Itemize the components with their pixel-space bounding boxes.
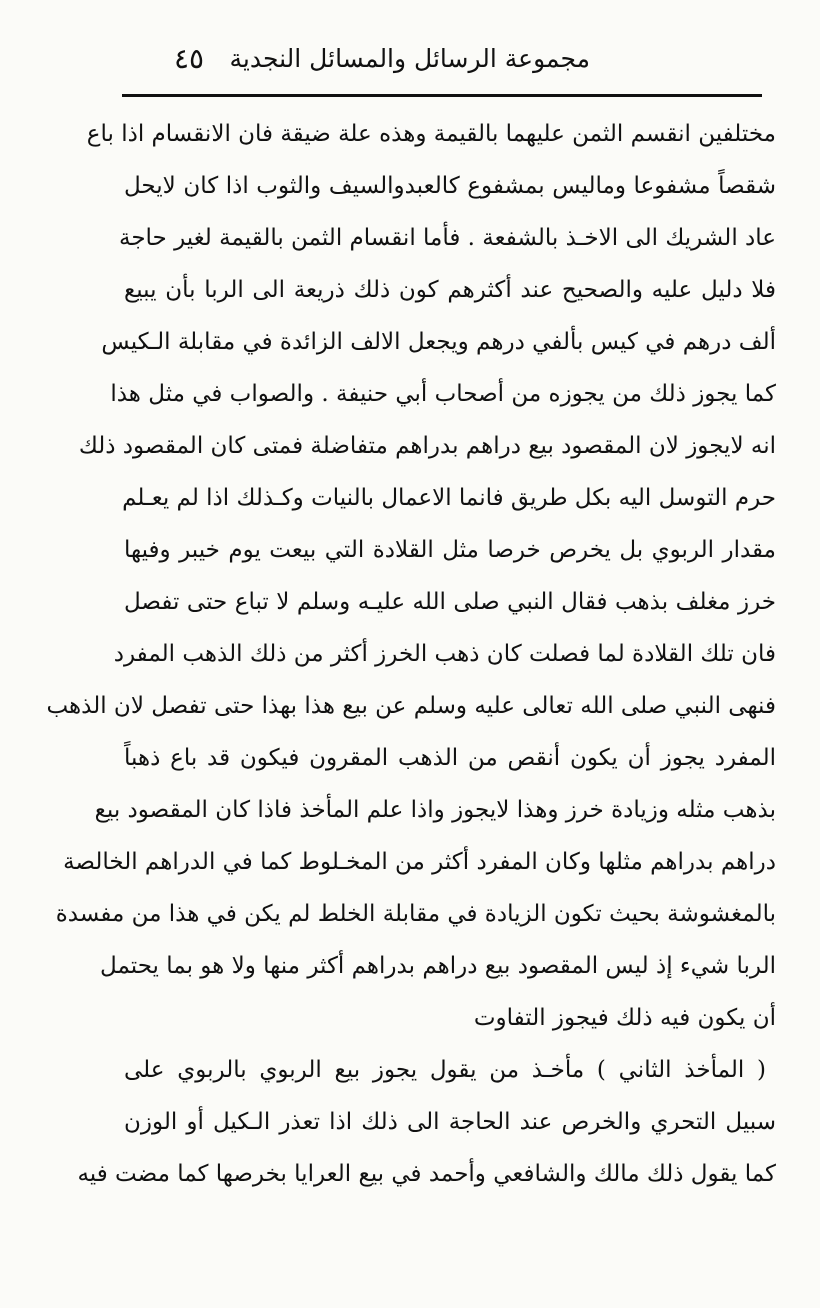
text-line: فنهى النبي صلى الله تعالى عليه وسلم عن بيع هذا بهذا حتى تفصل لان الذهب (46, 693, 776, 719)
text-line: بذهب مثله وزيادة خرز وهذا لايجوز واذا علم المأخذ فاذا كان المقصود بيع (94, 797, 776, 823)
text-line: سبيل التحري والخرص عند الحاجة الى ذلك اذا تعذر الـكيل أو الوزن (124, 1109, 776, 1135)
text-line: كما يجوز ذلك من يجوزه من أصحاب أبي حنيفة . والصواب في مثل هذا (110, 381, 776, 407)
body-text (46, 108, 776, 1200)
text-line: فان تلك القلادة لما فصلت كان ذهب الخرز أكثر من ذلك الذهب المفرد (113, 641, 776, 667)
text-line: عاد الشريك الى الاخـذ بالشفعة . فأما انقسام الثمن بالقيمة لغير حاجة (119, 225, 776, 251)
running-title: مجموعة الرسائل والمسائل النجدية (229, 44, 590, 73)
text-line: انه لايجوز لان المقصود بيع دراهم بدراهم متفاضلة فمتى كان المقصود ذلك (78, 433, 776, 459)
text-line: دراهم بدراهم مثلها وكان المفرد أكثر من المخـلوط كما في الدراهم الخالصة (63, 849, 776, 875)
text-line: مختلفين انقسم الثمن عليهما بالقيمة وهذه علة ضيقة فان الانقسام اذا باع (86, 121, 776, 147)
paragraph-end-line: أن يكون فيه ذلك فيجوز التفاوت (473, 1005, 776, 1031)
text-line: المفرد يجوز أن يكون أنقص من الذهب المقرون فيكون قد باع ذهباً (124, 745, 776, 771)
text-line: حرم التوسل اليه بكل طريق فانما الاعمال بالنيات وكـذلك اذا لم يعـلم (122, 485, 776, 511)
text-line: فلا دليل عليه والصحيح عند أكثرهم كون ذلك ذريعة الى الربا بأن يبيع (124, 277, 776, 303)
text-line: خرز مغلف بذهب فقال النبي صلى الله عليـه وسلم لا تباع حتى تفصل (124, 589, 776, 615)
page-number: ٤٥ (174, 42, 205, 75)
text-line: بالمغشوشة بحيث تكون الزيادة في مقابلة الخلط لم يكن في هذا من مفسدة (55, 901, 776, 927)
text-line: شقصاً مشفوعا وماليس بمشفوع كالعبدوالسيف والثوب اذا كان لايحل (124, 173, 776, 199)
page-header (122, 34, 760, 94)
text-line: الربا شيء إذ ليس المقصود بيع دراهم بدراهم أكثر منها ولا هو بما يحتمل (100, 953, 776, 979)
paragraph-start-line: ( المأخذ الثاني ) مأخـذ من يقول يجوز بيع الربوي بالربوي على (124, 1057, 766, 1083)
text-line: مقدار الربوي بل يخرص خرصا مثل القلادة التي بيعت يوم خيبر وفيها (124, 537, 776, 563)
text-line: كما يقول ذلك مالك والشافعي وأحمد في بيع العرايا بخرصها كما مضت فيه (77, 1161, 776, 1187)
header-rule (122, 94, 762, 97)
text-line: ألف درهم في كيس بألفي درهم ويجعل الالف الزائدة في مقابلة الـكيس (101, 329, 776, 355)
